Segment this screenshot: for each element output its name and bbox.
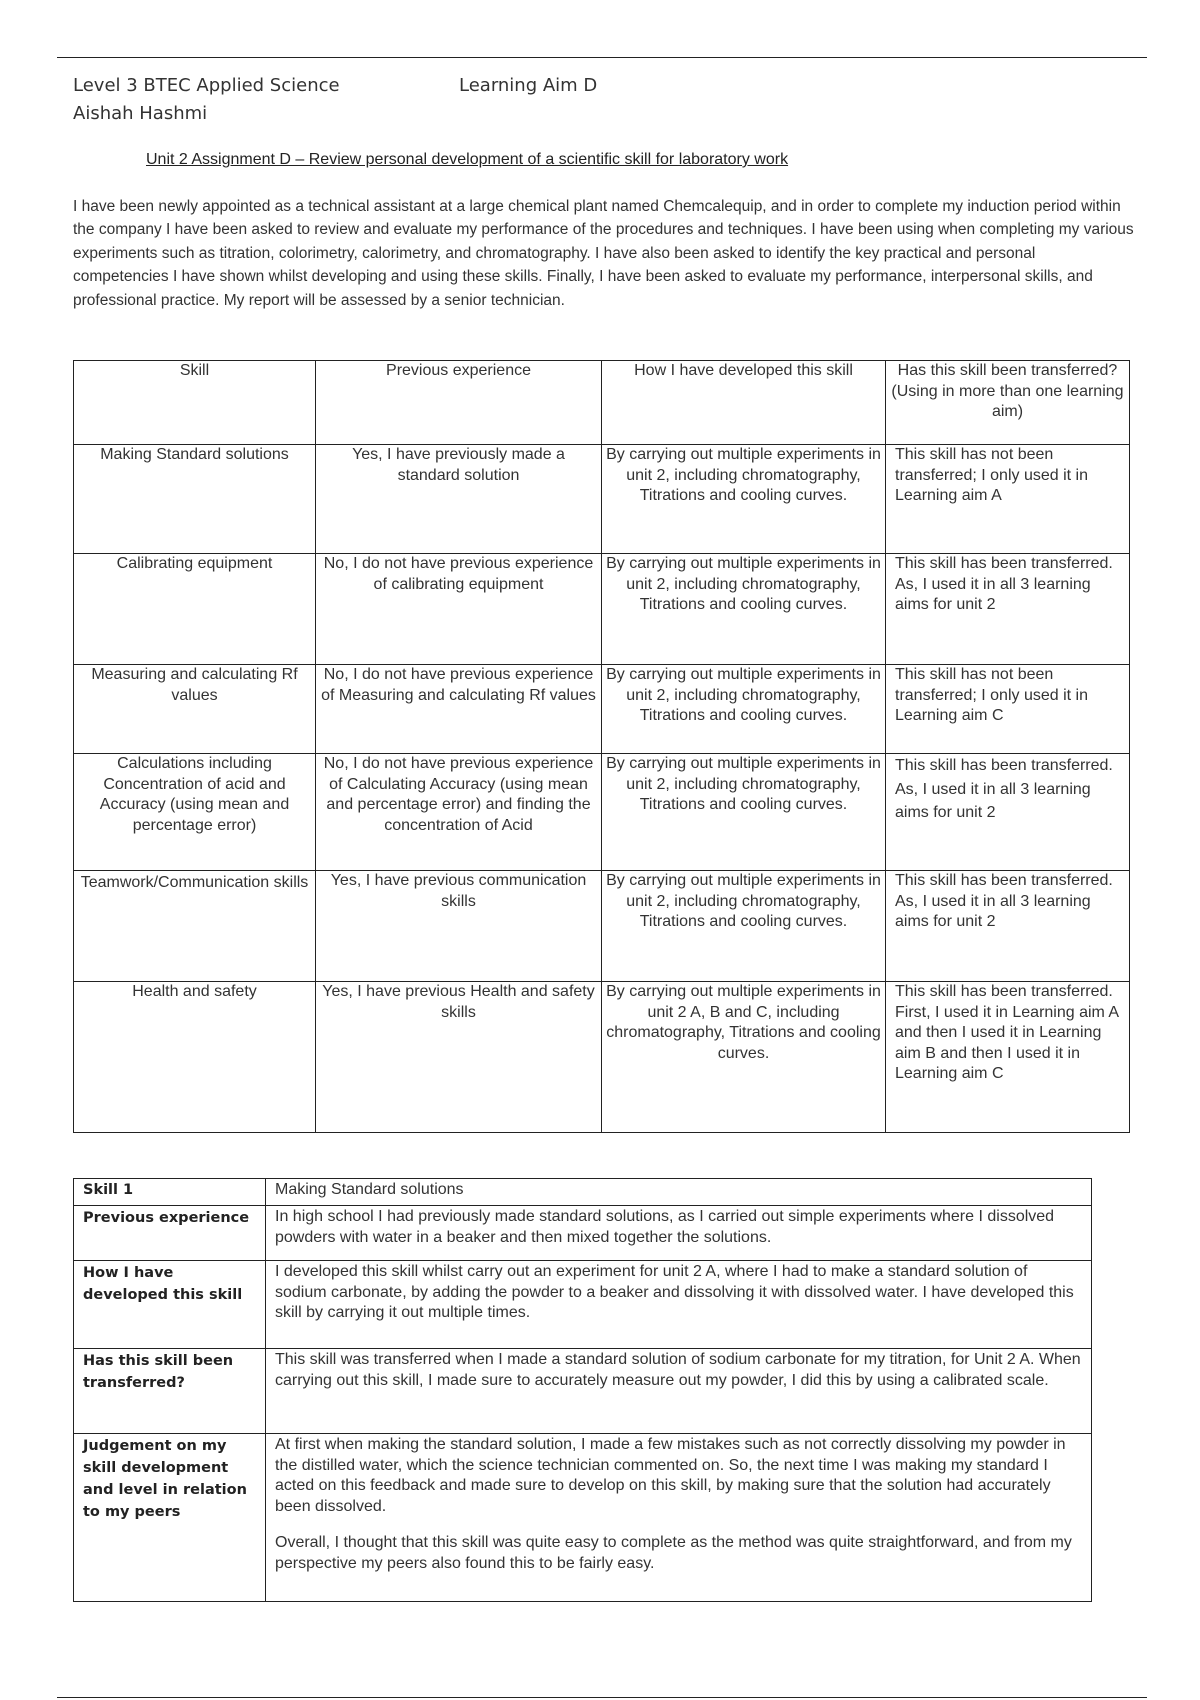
header-skill: Skill <box>74 361 316 445</box>
transferred-cell: This skill has not been transferred; I only used it in Learning aim C <box>886 665 1130 754</box>
row-value: In high school I had previously made standard solutions, as I carried out simple experiments where I dissolved powders with water in a beaker and then mixed together the solutions. <box>266 1206 1092 1261</box>
row-value: This skill was transferred when I made a standard solution of sodium carbonate for my titration, for Unit 2 A. When carrying out this skill, I made sure to accurately measure out my powder, I did this by using a calibrated scale. <box>266 1349 1092 1434</box>
table-row <box>74 554 1130 665</box>
transferred-cell: This skill has been transferred. First, I used it in Learning aim A and then I used it in Learning aim B and then I used it in Learning aim C <box>886 982 1130 1133</box>
skill-cell: Calibrating equipment <box>74 554 316 665</box>
previous-cell: Yes, I have previous Health and safety skills <box>316 982 602 1133</box>
table-row <box>74 871 1130 982</box>
header-transferred: Has this skill been transferred? (Using in more than one learning aim) <box>886 361 1130 445</box>
table-row <box>74 1179 1092 1206</box>
previous-cell: No, I do not have previous experience of calibrating equipment <box>316 554 602 665</box>
skill-cell: Health and safety <box>74 982 316 1133</box>
judgement-paragraph: At first when making the standard solution, I made a few mistakes such as not correctly dissolving my powder in the distilled water, which the science technician commented on. So, the next time I was making my standard I acted on this feedback and made sure to develop on this skill, by making sure that the solution had accurately been dissolved. <box>275 1436 1066 1515</box>
transferred-cell: This skill has been transferred. As, I used it in all 3 learning aims for unit 2 <box>886 754 1130 871</box>
table-row <box>74 1349 1092 1434</box>
bottom-rule <box>57 1697 1147 1698</box>
row-label: How I have developed this skill <box>74 1261 266 1349</box>
transferred-cell: This skill has been transferred. As, I used it in all 3 learning aims for unit 2 <box>886 871 1130 982</box>
table-row <box>74 1434 1092 1602</box>
row-label: Has this skill been transferred? <box>74 1349 266 1434</box>
learning-aim: Learning Aim D <box>459 75 598 96</box>
row-label: Skill 1 <box>74 1179 266 1206</box>
developed-cell: By carrying out multiple experiments in unit 2, including chromatography, Titrations and cooling curves. <box>602 754 886 871</box>
table-row <box>74 1261 1092 1349</box>
row-label: Judgement on my skill development and level in relation to my peers <box>74 1434 266 1602</box>
table-row <box>74 982 1130 1133</box>
skill-cell: Teamwork/Communication skills <box>74 871 316 982</box>
transferred-cell: This skill has not been transferred; I only used it in Learning aim A <box>886 445 1130 554</box>
header-previous-experience: Previous experience <box>316 361 602 445</box>
row-label: Previous experience <box>74 1206 266 1261</box>
row-value: I developed this skill whilst carry out an experiment for unit 2 A, where I had to make a standard solution of sodium carbonate, by adding the powder to a beaker and dissolving it with dissolved water. I have developed this skill by carrying it out multiple times. <box>266 1261 1092 1349</box>
row-value: Making Standard solutions <box>266 1179 1092 1206</box>
developed-cell: By carrying out multiple experiments in unit 2, including chromatography, Titrations and cooling curves. <box>602 554 886 665</box>
student-name: Aishah Hashmi <box>73 103 208 124</box>
developed-cell: By carrying out multiple experiments in unit 2 A, B and C, including chromatography, Titrations and cooling curves. <box>602 982 886 1133</box>
skills-table <box>73 360 1130 1133</box>
developed-cell: By carrying out multiple experiments in unit 2, including chromatography, Titrations and cooling curves. <box>602 871 886 982</box>
course-title: Level 3 BTEC Applied Science <box>73 75 340 96</box>
developed-cell: By carrying out multiple experiments in unit 2, including chromatography, Titrations and cooling curves. <box>602 445 886 554</box>
assignment-title: Unit 2 Assignment D – Review personal development of a scientific skill for laboratory work <box>146 151 789 168</box>
skill-cell: Measuring and calculating Rf values <box>74 665 316 754</box>
transferred-cell: This skill has been transferred. As, I used it in all 3 learning aims for unit 2 <box>886 554 1130 665</box>
skill-cell: Calculations including Concentration of acid and Accuracy (using mean and percentage error) <box>74 754 316 871</box>
table-row <box>74 754 1130 871</box>
intro-paragraph: I have been newly appointed as a technical assistant at a large chemical plant named Chemcalequip, and in order to complete my induction period within the company I have been asked to review and evaluate my performance of the procedures and techniques. I have been using when completing my various experiments such as titration, colorimetry, calorimetry, and chromatography. I have also been asked to identify the key practical and personal competencies I have shown whilst developing and using these skills. Finally, I have been asked to evaluate my performance, interpersonal skills, and professional practice. My report will be assessed by a senior technician. <box>73 198 1134 309</box>
skill1-table <box>73 1178 1092 1602</box>
previous-cell: No, I do not have previous experience of Calculating Accuracy (using mean and percentage error) and finding the concentration of Acid <box>316 754 602 871</box>
previous-cell: No, I do not have previous experience of Measuring and calculating Rf values <box>316 665 602 754</box>
table-row <box>74 665 1130 754</box>
top-rule <box>57 57 1147 58</box>
row-value-cell <box>266 1434 1092 1602</box>
previous-cell: Yes, I have previously made a standard solution <box>316 445 602 554</box>
table-row <box>74 445 1130 554</box>
table-row <box>74 1206 1092 1261</box>
header-how-developed: How I have developed this skill <box>602 361 886 445</box>
skill-cell: Making Standard solutions <box>74 445 316 554</box>
judgement-overall-paragraph: Overall, I thought that this skill was quite easy to complete as the method was quite straightforward, and from my perspective my peers also found this to be fairly easy. <box>275 1534 1072 1572</box>
table-header-row <box>74 361 1130 445</box>
developed-cell: By carrying out multiple experiments in unit 2, including chromatography, Titrations and cooling curves. <box>602 665 886 754</box>
previous-cell: Yes, I have previous communication skills <box>316 871 602 982</box>
